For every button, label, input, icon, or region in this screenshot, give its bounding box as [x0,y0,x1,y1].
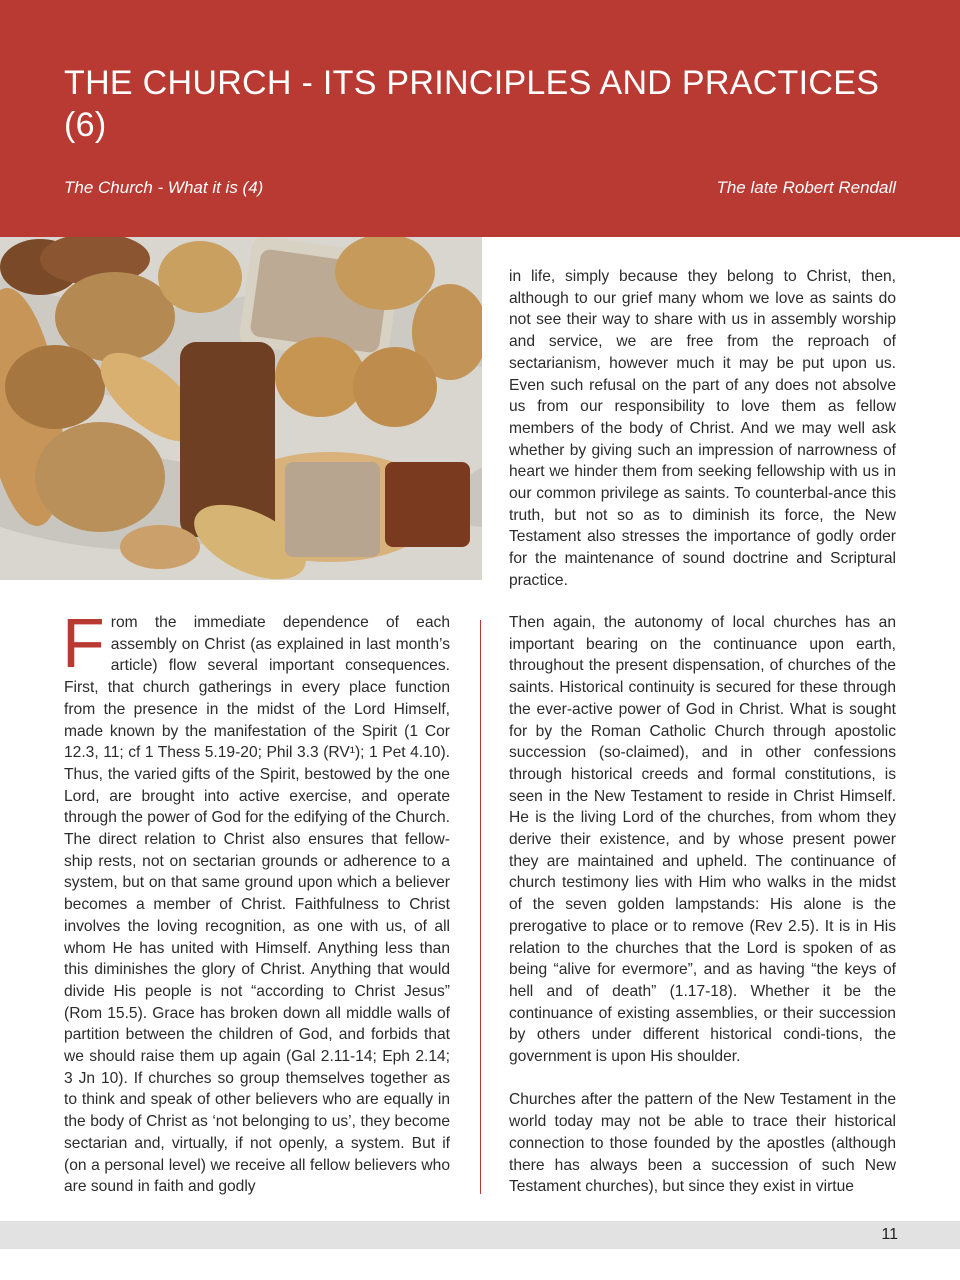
column-divider [480,620,481,1194]
header-banner [0,0,960,237]
page-number: 11 [881,1226,898,1243]
right-column-bottom [509,612,896,1198]
body-paragraph: Churches after the pattern of the New Testament in the world today may not be able to trace their historical connection to those founded by the apostles (although there has always been a succession of such New Testament churches), but since they exist in virtue [509,1091,896,1196]
article-subtitle: The Church - What it is (4) [64,178,264,197]
article-title: THE CHURCH - ITS PRINCIPLES AND PRACTICES (6) [64,64,880,144]
body-paragraph [62,604,450,1198]
bread-photo [0,237,482,580]
body-paragraph: Then again, the autonomy of local churches has an important bearing on the continuance upon earth, throughout the present dispensation, of churches of the saints. Historical continuity is secured for these through the ever-active power of God in Christ. What is sought for by the Roman Catholic Church through apostolic succession (so-claimed), and in other confessions through historical creeds and formal constitutions, is seen in the New Testament to reside in Christ Himself. He is the living Lord of the churches, from whom they derive their existence, and by whose present power they are maintained and upheld. The continuance of church testimony lies with Him who walks in the midst of the seven golden lampstands: His alone is the prerogative to place or to remove (Rev 2.5). It is in His relation to the churches that the Lord is spoken of as being “alive for evermore”, and as having “the keys of hell and of death” (1.17-18). Whether it be the continuance of existing assemblies, or their succession by others under different historical condi-tions, the government is upon His shoulder. [509,614,896,1066]
left-column [62,604,450,1198]
body-paragraph: in life, simply because they belong to Christ, then, although to our grief many whom we love as saints do not see their way to share with us in assembly worship and service, we are free from the reproach of sectarianism, however much it may be put upon us. Even such refusal on the part of any does not absolve us from our responsibility to love them as fellow members of the body of Christ. And we may well ask whether by giving such an impression of narrowness of heart we hinder them from seeking fellowship with us in our common privilege as saints. To counterbal-ance this truth, but not so as to diminish its force, the New Testament also stresses the importance of godly order for the maintenance of sound doctrine and Scriptural practice. [509,268,896,589]
article-author: The late Robert Rendall [716,178,896,197]
right-column-top [509,266,896,592]
opening-paragraph-text: rom the immediate dependence of each assembly on Christ (as explained in last month’s article) flow several important consequences. First, that church gatherings in every place function from the presence in the midst of the Lord Himself, made known by the manifestation of the Spirit (1 Cor 12.3, 11; cf 1 Thess 5.19-20; Phil 3.3 (RV¹); 1 Pet 4.10). Thus, the varied gifts of the Spirit, bestowed by the one Lord, are brought into active exercise, and operate through the power of God for the edifying of the Church. The direct relation to Christ also ensures that fellow-ship rests, not on sectarian grounds or adherence to a system, but on that same ground upon which a believer becomes a member of Christ. Faithfulness to Christ involves the loving recognition, as one with us, of all whom He has united with Himself. Anything less than this diminishes the glory of Christ. Anything that would divide His people is not “according to Christ Jesus” (Rom 15.5). Grace has broken down all middle walls of partition between the children of God, and forbids that we should raise them up again (Gal 2.11-14; Eph 2.14; 3 Jn 10). If churches so group themselves together as to think and speak of other believers who are equally in the body of Christ as ‘not belonging to us’, they become sectarian and, virtually, if not openly, a system. But if (on a personal level) we receive all fellow believers who are sound in faith and godly [64,614,450,1196]
footer-bar [0,1221,960,1249]
drop-cap: F [62,604,105,682]
